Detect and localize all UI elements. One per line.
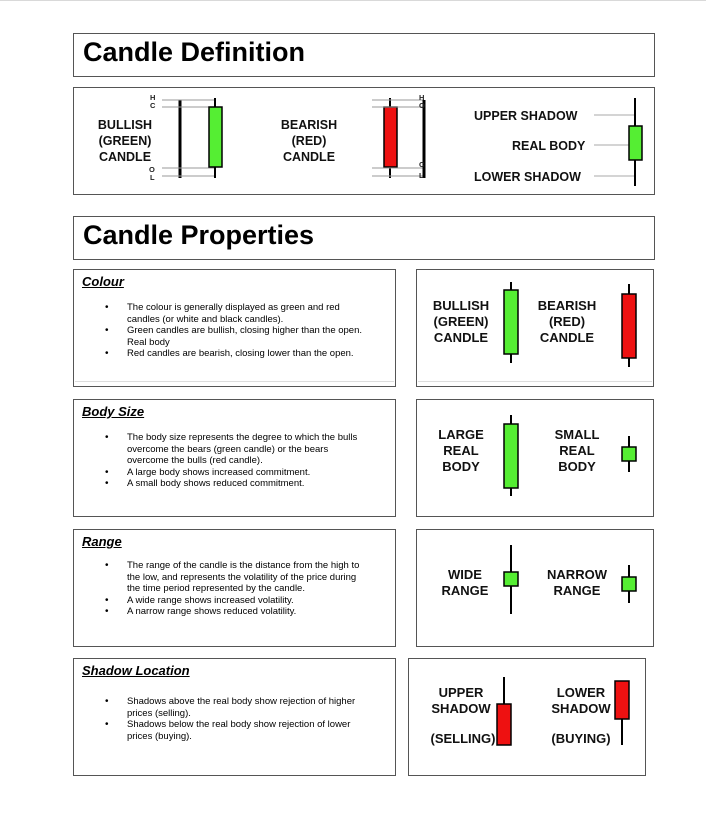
wide-range-label: WIDE RANGE — [441, 567, 489, 598]
body-bull — [209, 107, 222, 167]
selling-label: (SELLING) — [430, 731, 496, 746]
top-divider — [0, 0, 706, 1]
colour-bullet-3: • Red candles are bearish, closing lower than the open. — [127, 348, 372, 360]
body-narrow — [622, 577, 636, 591]
upper-shadow-candle — [489, 659, 519, 769]
shadow-text-box — [73, 658, 396, 776]
body-size-bullets — [84, 432, 372, 490]
range-text-box — [73, 529, 396, 647]
real-body-label: REAL BODY — [512, 139, 586, 153]
range-bullet-1: • The range of the candle is the distance from the high to the low, and represents the volatility of the price during the time period represented by the candle. — [127, 560, 372, 595]
body-large — [504, 424, 518, 488]
body-lower-shadow — [615, 681, 629, 719]
shadow-bullet-2: • Shadows below the real body show rejection of lower prices (buying). — [127, 719, 372, 742]
tick-o-bear: O — [419, 101, 425, 110]
range-bullet-2: • A wide range shows increased volatility. — [127, 595, 372, 607]
body-size-bullet-1: • The body size represents the degree to which the bulls overcome the bears (green candle) or the bears overcome the bulls (red candle). — [127, 432, 372, 467]
body-size-bullet-2: • A large body shows increased commitment. — [127, 467, 372, 479]
body-size-diagram-box — [416, 399, 654, 517]
properties-title-box — [73, 216, 655, 260]
range-bullet-3: • A narrow range shows reduced volatility. — [127, 606, 372, 618]
colour-diagram-box — [416, 269, 654, 387]
colour-text-box — [73, 269, 396, 387]
lower-shadow-candle — [607, 659, 637, 769]
colour-bullish-candle — [496, 270, 526, 380]
body-size-heading: Body Size — [82, 404, 145, 419]
definition-anatomy-candle — [574, 88, 654, 196]
body-small — [622, 447, 636, 461]
tick-c-bull: C — [150, 101, 156, 110]
colour-bullets — [84, 302, 372, 360]
upper-shadow-label: UPPER SHADOW — [474, 109, 578, 123]
colour-bullet-1: • The colour is generally displayed as green and red candles (or white and black candles). — [127, 302, 372, 325]
tick-h-bull: H — [150, 93, 156, 102]
colour-rule — [75, 381, 394, 382]
range-heading: Range — [82, 534, 122, 549]
definition-bullish-candle — [154, 88, 234, 196]
tick-o-bull: O — [149, 165, 155, 174]
lower-shadow-label: LOWER SHADOW — [474, 170, 581, 184]
body-wide — [504, 572, 518, 586]
definition-diagram-box — [73, 87, 655, 195]
tick-h-bear: H — [419, 93, 425, 102]
shadow-diagram-box — [408, 658, 646, 776]
colour-bullish-label: BULLISH (GREEN) CANDLE — [432, 298, 490, 345]
narrow-range-candle — [614, 530, 644, 640]
tick-c-bear: C — [419, 160, 425, 169]
buying-label: (BUYING) — [551, 731, 611, 746]
definition-title-box — [73, 33, 655, 77]
lower-shadow-candle-label: LOWER SHADOW — [551, 685, 611, 716]
large-body-label: LARGE REAL BODY — [438, 427, 484, 474]
colour-bullet-2: • Green candles are bullish, closing higher than the open. Real body — [127, 325, 372, 348]
range-diagram-box — [416, 529, 654, 647]
small-body-label: SMALL REAL BODY — [554, 427, 600, 474]
body-colour-bull — [504, 290, 518, 354]
narrow-range-label: NARROW RANGE — [547, 567, 607, 598]
large-body-candle — [496, 400, 526, 510]
definition-title: Candle Definition — [83, 37, 305, 67]
shadow-bullets — [84, 696, 372, 742]
shadow-heading: Shadow Location — [82, 663, 190, 678]
wide-range-candle — [496, 530, 526, 640]
body-size-text-box — [73, 399, 396, 517]
colour-heading: Colour — [82, 274, 124, 289]
body-anatomy — [629, 126, 642, 160]
body-colour-bear — [622, 294, 636, 358]
colour-bearish-candle — [614, 270, 644, 380]
definition-bullish-label: BULLISH (GREEN) CANDLE — [97, 118, 153, 164]
body-upper-shadow — [497, 704, 511, 745]
colour-diagram-rule — [418, 381, 652, 382]
tick-l-bull: L — [150, 173, 155, 182]
shadow-bullet-1: • Shadows above the real body show rejection of higher prices (selling). — [127, 696, 372, 719]
properties-title: Candle Properties — [83, 220, 315, 250]
colour-bearish-label: BEARISH (RED) CANDLE — [537, 298, 597, 345]
body-bear — [384, 107, 397, 167]
small-body-candle — [614, 400, 644, 510]
body-size-bullet-3: • A small body shows reduced commitment. — [127, 478, 372, 490]
definition-bearish-label: BEARISH (RED) CANDLE — [280, 118, 338, 164]
range-bullets — [84, 560, 372, 618]
tick-l-bear: L — [419, 171, 424, 180]
upper-shadow-candle-label: UPPER SHADOW — [431, 685, 491, 716]
